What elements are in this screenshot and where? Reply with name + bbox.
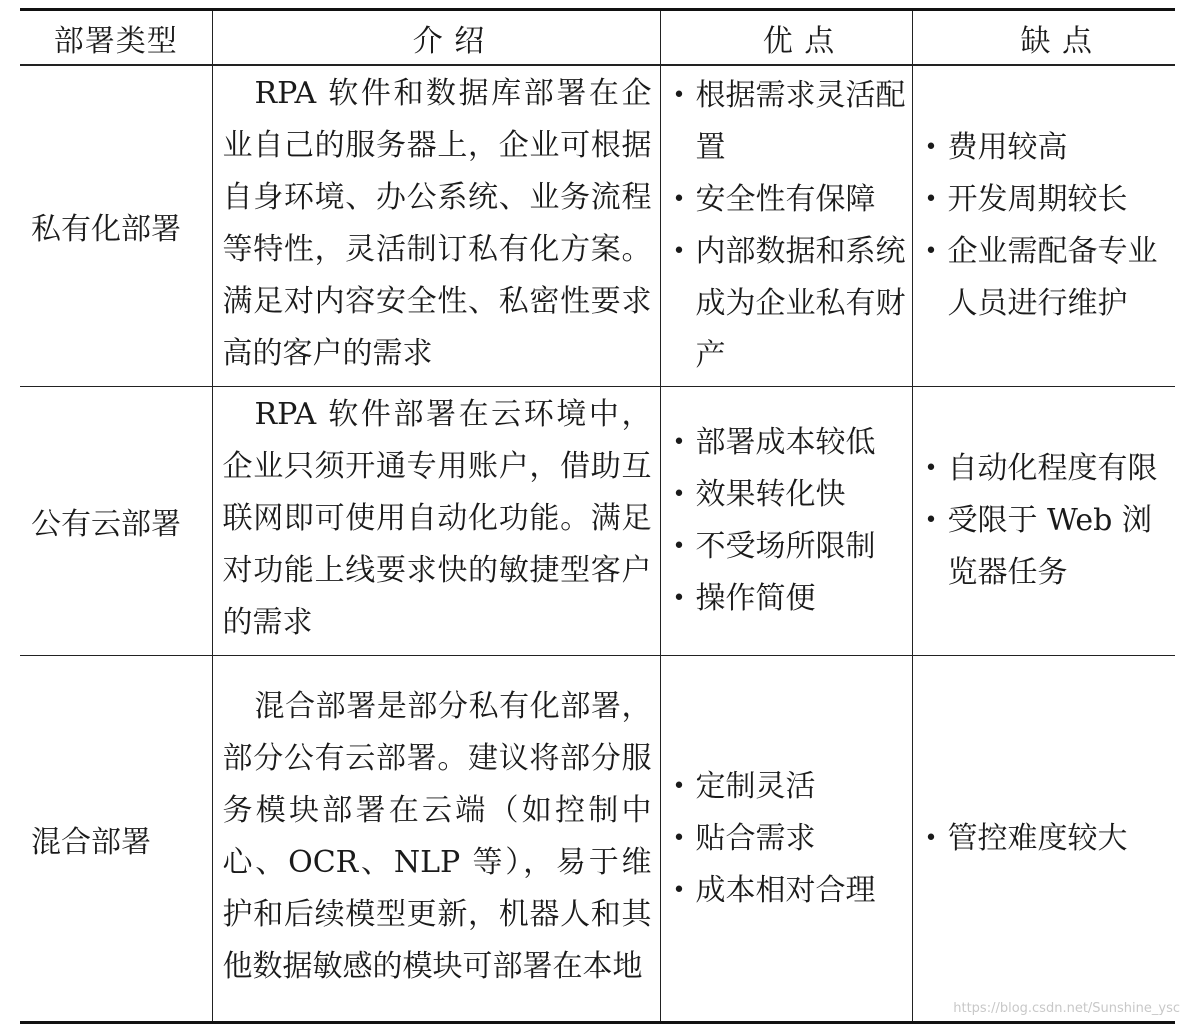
list-item: • 贴合需求 (669, 813, 908, 865)
bullet-icon: • (924, 508, 938, 533)
list-item: • 自动化程度有限 (921, 443, 1172, 495)
list-item: • 部署成本较低 (669, 417, 908, 469)
list-item: • 不受场所限制 (669, 521, 908, 573)
table-row-private (20, 65, 1175, 387)
list-item: • 费用较高 (921, 122, 1172, 174)
row-intro-text: 混合部署是部分私有化部署，部分公有云部署。建议将部分服务模块部署在云端（如控制中心、OCR、NLP 等），易于维护和后续模型更新，机器人和其他数据敏感的模块可部署在本地 (222, 688, 652, 984)
row-cons-cell (912, 387, 1175, 656)
table-row-public-cloud (20, 387, 1175, 656)
table-header-row (20, 10, 1175, 66)
row-intro-text: RPA 软件部署在云环境中，企业只须开通专用账户，借助互联网即可使用自动化功能。满足对功能上线要求快的敏捷型客户的需求 (222, 397, 652, 640)
row-pros-cell (660, 656, 912, 1023)
cons-list (921, 122, 1172, 330)
bullet-icon: • (672, 482, 686, 507)
bullet-icon: • (672, 773, 686, 799)
list-item: • 安全性有保障 (669, 174, 908, 226)
pros-list (669, 761, 908, 917)
bullet-icon: • (672, 239, 686, 264)
row-intro-cell (212, 656, 660, 1023)
row-type-label: 私有化部署 (20, 65, 212, 387)
cons-list (921, 813, 1172, 865)
list-item: • 操作简便 (669, 573, 908, 625)
bullet-icon: • (924, 456, 938, 481)
list-item: • 根据需求灵活配置 (669, 70, 908, 174)
row-cons-cell (912, 65, 1175, 387)
deployment-comparison-table (20, 8, 1175, 1024)
header-pros: 优 点 (660, 10, 912, 66)
watermark: https://blog.csdn.net/Sunshine_ysc (953, 1001, 1180, 1016)
bullet-icon: • (672, 586, 686, 611)
bullet-icon: • (672, 83, 686, 108)
header-type: 部署类型 (20, 10, 212, 66)
row-pros-cell (660, 387, 912, 656)
row-intro-cell (212, 387, 660, 656)
row-type-label: 公有云部署 (20, 387, 212, 656)
cons-list (921, 443, 1172, 599)
bullet-icon: • (924, 135, 938, 160)
row-type-label: 混合部署 (20, 656, 212, 1023)
list-item: • 开发周期较长 (921, 174, 1172, 226)
bullet-icon: • (672, 877, 686, 903)
header-intro: 介 绍 (212, 10, 660, 66)
bullet-icon: • (924, 239, 938, 264)
bullet-icon: • (672, 534, 686, 559)
row-intro-text: RPA 软件和数据库部署在企业自己的服务器上，企业可根据自身环境、办公系统、业务流程等特性，灵活制订私有化方案。满足对内容安全性、私密性要求高的客户的需求 (222, 76, 652, 371)
list-item: • 受限于 Web 浏览器任务 (921, 495, 1172, 599)
list-item: • 企业需配备专业人员进行维护 (921, 226, 1172, 330)
bullet-icon: • (924, 187, 938, 212)
row-cons-cell (912, 656, 1175, 1023)
list-item: • 成本相对合理 (669, 865, 908, 917)
table-row-hybrid (20, 656, 1175, 1023)
pros-list (669, 417, 908, 625)
pros-list (669, 70, 908, 382)
list-item: • 管控难度较大 (921, 813, 1172, 865)
row-intro-cell (212, 65, 660, 387)
header-cons: 缺 点 (912, 10, 1175, 66)
bullet-icon: • (672, 187, 686, 212)
list-item: • 效果转化快 (669, 469, 908, 521)
bullet-icon: • (672, 825, 686, 851)
list-item: • 内部数据和系统成为企业私有财产 (669, 226, 908, 382)
row-pros-cell (660, 65, 912, 387)
list-item: • 定制灵活 (669, 761, 908, 813)
bullet-icon: • (672, 430, 686, 455)
bullet-icon: • (924, 825, 938, 851)
